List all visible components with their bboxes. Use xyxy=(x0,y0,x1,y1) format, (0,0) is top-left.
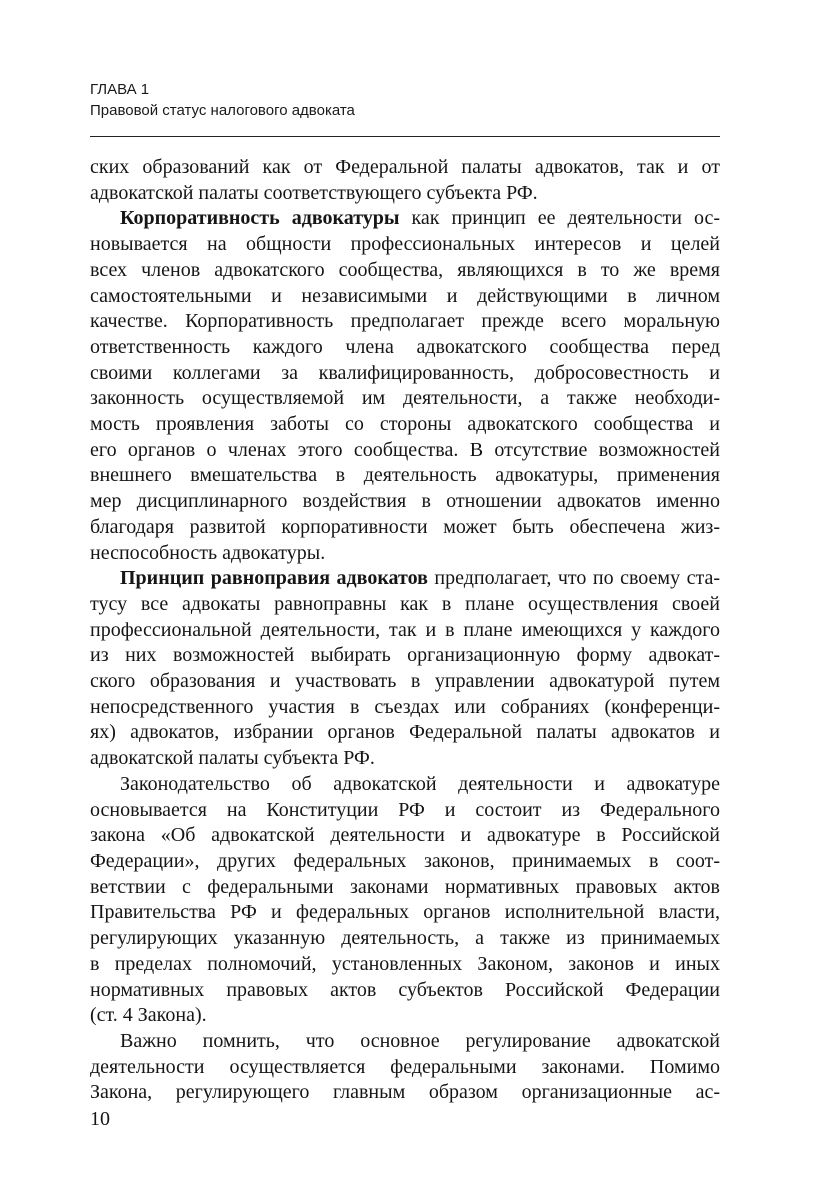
text-line xyxy=(90,489,720,515)
line-text: ях) адвокатов, избрании органов Федеральной палаты адвокатов и xyxy=(90,721,720,744)
text-line xyxy=(90,695,720,721)
line-text: его органов о членах этого сообщества. В отсутствие возможностей xyxy=(90,438,720,461)
text-line xyxy=(90,566,720,592)
line-text: Федерации», других федеральных законов, принимаемых в соот- xyxy=(90,849,720,872)
line-text: тусу все адвокаты равноправны как в плане осуществления своей xyxy=(90,592,720,615)
chapter-title: Правовой статус налогового адвоката xyxy=(90,102,355,119)
line-text: профессиональной деятельности, так и в плане имеющихся у каждого xyxy=(90,618,720,641)
line-text: (ст. 4 Закона). xyxy=(90,1004,207,1027)
text-line xyxy=(90,438,720,464)
line-text: ветствии с федеральными законами нормативных правовых актов xyxy=(90,875,720,898)
line-text: основывается на Конституции РФ и состоит из Федерального xyxy=(90,798,720,821)
text-line xyxy=(90,335,720,361)
line-text: благодаря развитой корпоративности может быть обеспечена жиз- xyxy=(90,515,720,538)
line-text: мер дисциплинарного воздействия в отношении адвокатов именно xyxy=(90,490,720,513)
line-text: из них возможностей выбирать организационную форму адвокат- xyxy=(90,644,720,667)
text-line xyxy=(90,798,720,824)
text-line xyxy=(90,746,720,772)
text-line xyxy=(90,669,720,695)
line-text: мость проявления заботы со стороны адвокатского сообщества и xyxy=(90,413,720,436)
header-rule xyxy=(90,136,720,137)
line-text: Законодательство об адвокатской деятельности и адвокатуре xyxy=(120,772,720,795)
text-line xyxy=(90,772,720,798)
text-line xyxy=(90,952,720,978)
text-line xyxy=(90,361,720,387)
line-text: своими коллегами за квалифицированность, добросовестность и xyxy=(90,361,720,384)
text-line xyxy=(90,1080,720,1106)
line-text: непосредственного участия в съездах или собраниях (конференци- xyxy=(90,695,720,718)
text-line xyxy=(90,515,720,541)
text-line xyxy=(90,978,720,1004)
text-line xyxy=(90,900,720,926)
text-line xyxy=(90,463,720,489)
text-line xyxy=(90,823,720,849)
text-line xyxy=(90,155,720,181)
line-text: ских образований как от Федеральной палаты адвокатов, так и от xyxy=(90,156,720,178)
line-text: внешнего вмешательства в деятельность адвокатуры, применения xyxy=(90,464,720,487)
line-text: ского образования и участвовать в управлении адвокатурой путем xyxy=(90,670,720,693)
line-text: Правительства РФ и федеральных органов исполнительной власти, xyxy=(90,901,720,924)
line-text: адвокатской палаты соответствующего субъекта РФ. xyxy=(90,181,538,204)
text-line xyxy=(90,284,720,310)
text-line xyxy=(90,309,720,335)
chapter-label: ГЛАВА 1 xyxy=(90,81,150,98)
line-text: как принцип ее деятельности ос- xyxy=(399,207,720,230)
text-line xyxy=(90,541,720,567)
text-line xyxy=(90,720,720,746)
text-line xyxy=(90,1055,720,1081)
line-text: всех членов адвокатского сообщества, являющихся в то же время xyxy=(90,258,720,281)
line-text: новывается на общности профессиональных интересов и целей xyxy=(90,233,720,256)
text-line xyxy=(90,849,720,875)
principle-term: Принцип равноправия адвокатов xyxy=(120,567,428,590)
line-text: Важно помнить, что основное регулирование адвокатской xyxy=(120,1029,720,1052)
line-text: Закона, регулирующего главным образом организационные ас- xyxy=(90,1081,720,1104)
line-text: предполагает, что по своему ста- xyxy=(427,567,720,590)
text-line xyxy=(90,232,720,258)
line-text: законность осуществляемой им деятельности, а также необходи- xyxy=(90,387,720,410)
line-text: деятельности осуществляется федеральными законами. Помимо xyxy=(90,1055,720,1078)
text-line xyxy=(90,412,720,438)
text-line xyxy=(90,181,720,207)
text-line xyxy=(90,618,720,644)
text-line xyxy=(90,592,720,618)
text-line xyxy=(90,926,720,952)
line-text: в пределах полномочий, установленных Законом, законов и иных xyxy=(90,952,720,975)
text-line xyxy=(90,875,720,901)
page-number: 10 xyxy=(90,1108,110,1130)
line-text: закона «Об адвокатской деятельности и адвокатуре в Российской xyxy=(90,824,720,847)
line-text: нормативных правовых актов субъектов Российской Федерации xyxy=(90,978,720,1001)
text-line xyxy=(90,386,720,412)
line-text: самостоятельными и независимыми и действующими в личном xyxy=(90,284,720,307)
text-line xyxy=(90,643,720,669)
line-text: адвокатской палаты субъекта РФ. xyxy=(90,747,375,770)
principle-term: Корпоративность адвокатуры xyxy=(120,207,400,230)
line-text: качестве. Корпоративность предполагает прежде всего моральную xyxy=(90,310,720,333)
running-head xyxy=(90,79,720,121)
text-line xyxy=(90,1029,720,1055)
text-line xyxy=(90,1003,720,1029)
line-text: неспособность адвокатуры. xyxy=(90,541,326,564)
line-text: ответственность каждого члена адвокатского сообщества перед xyxy=(90,335,720,358)
body-text xyxy=(90,155,720,1106)
text-line xyxy=(90,206,720,232)
line-text: регулирующих указанную деятельность, а также из принимаемых xyxy=(90,927,720,950)
text-line xyxy=(90,258,720,284)
